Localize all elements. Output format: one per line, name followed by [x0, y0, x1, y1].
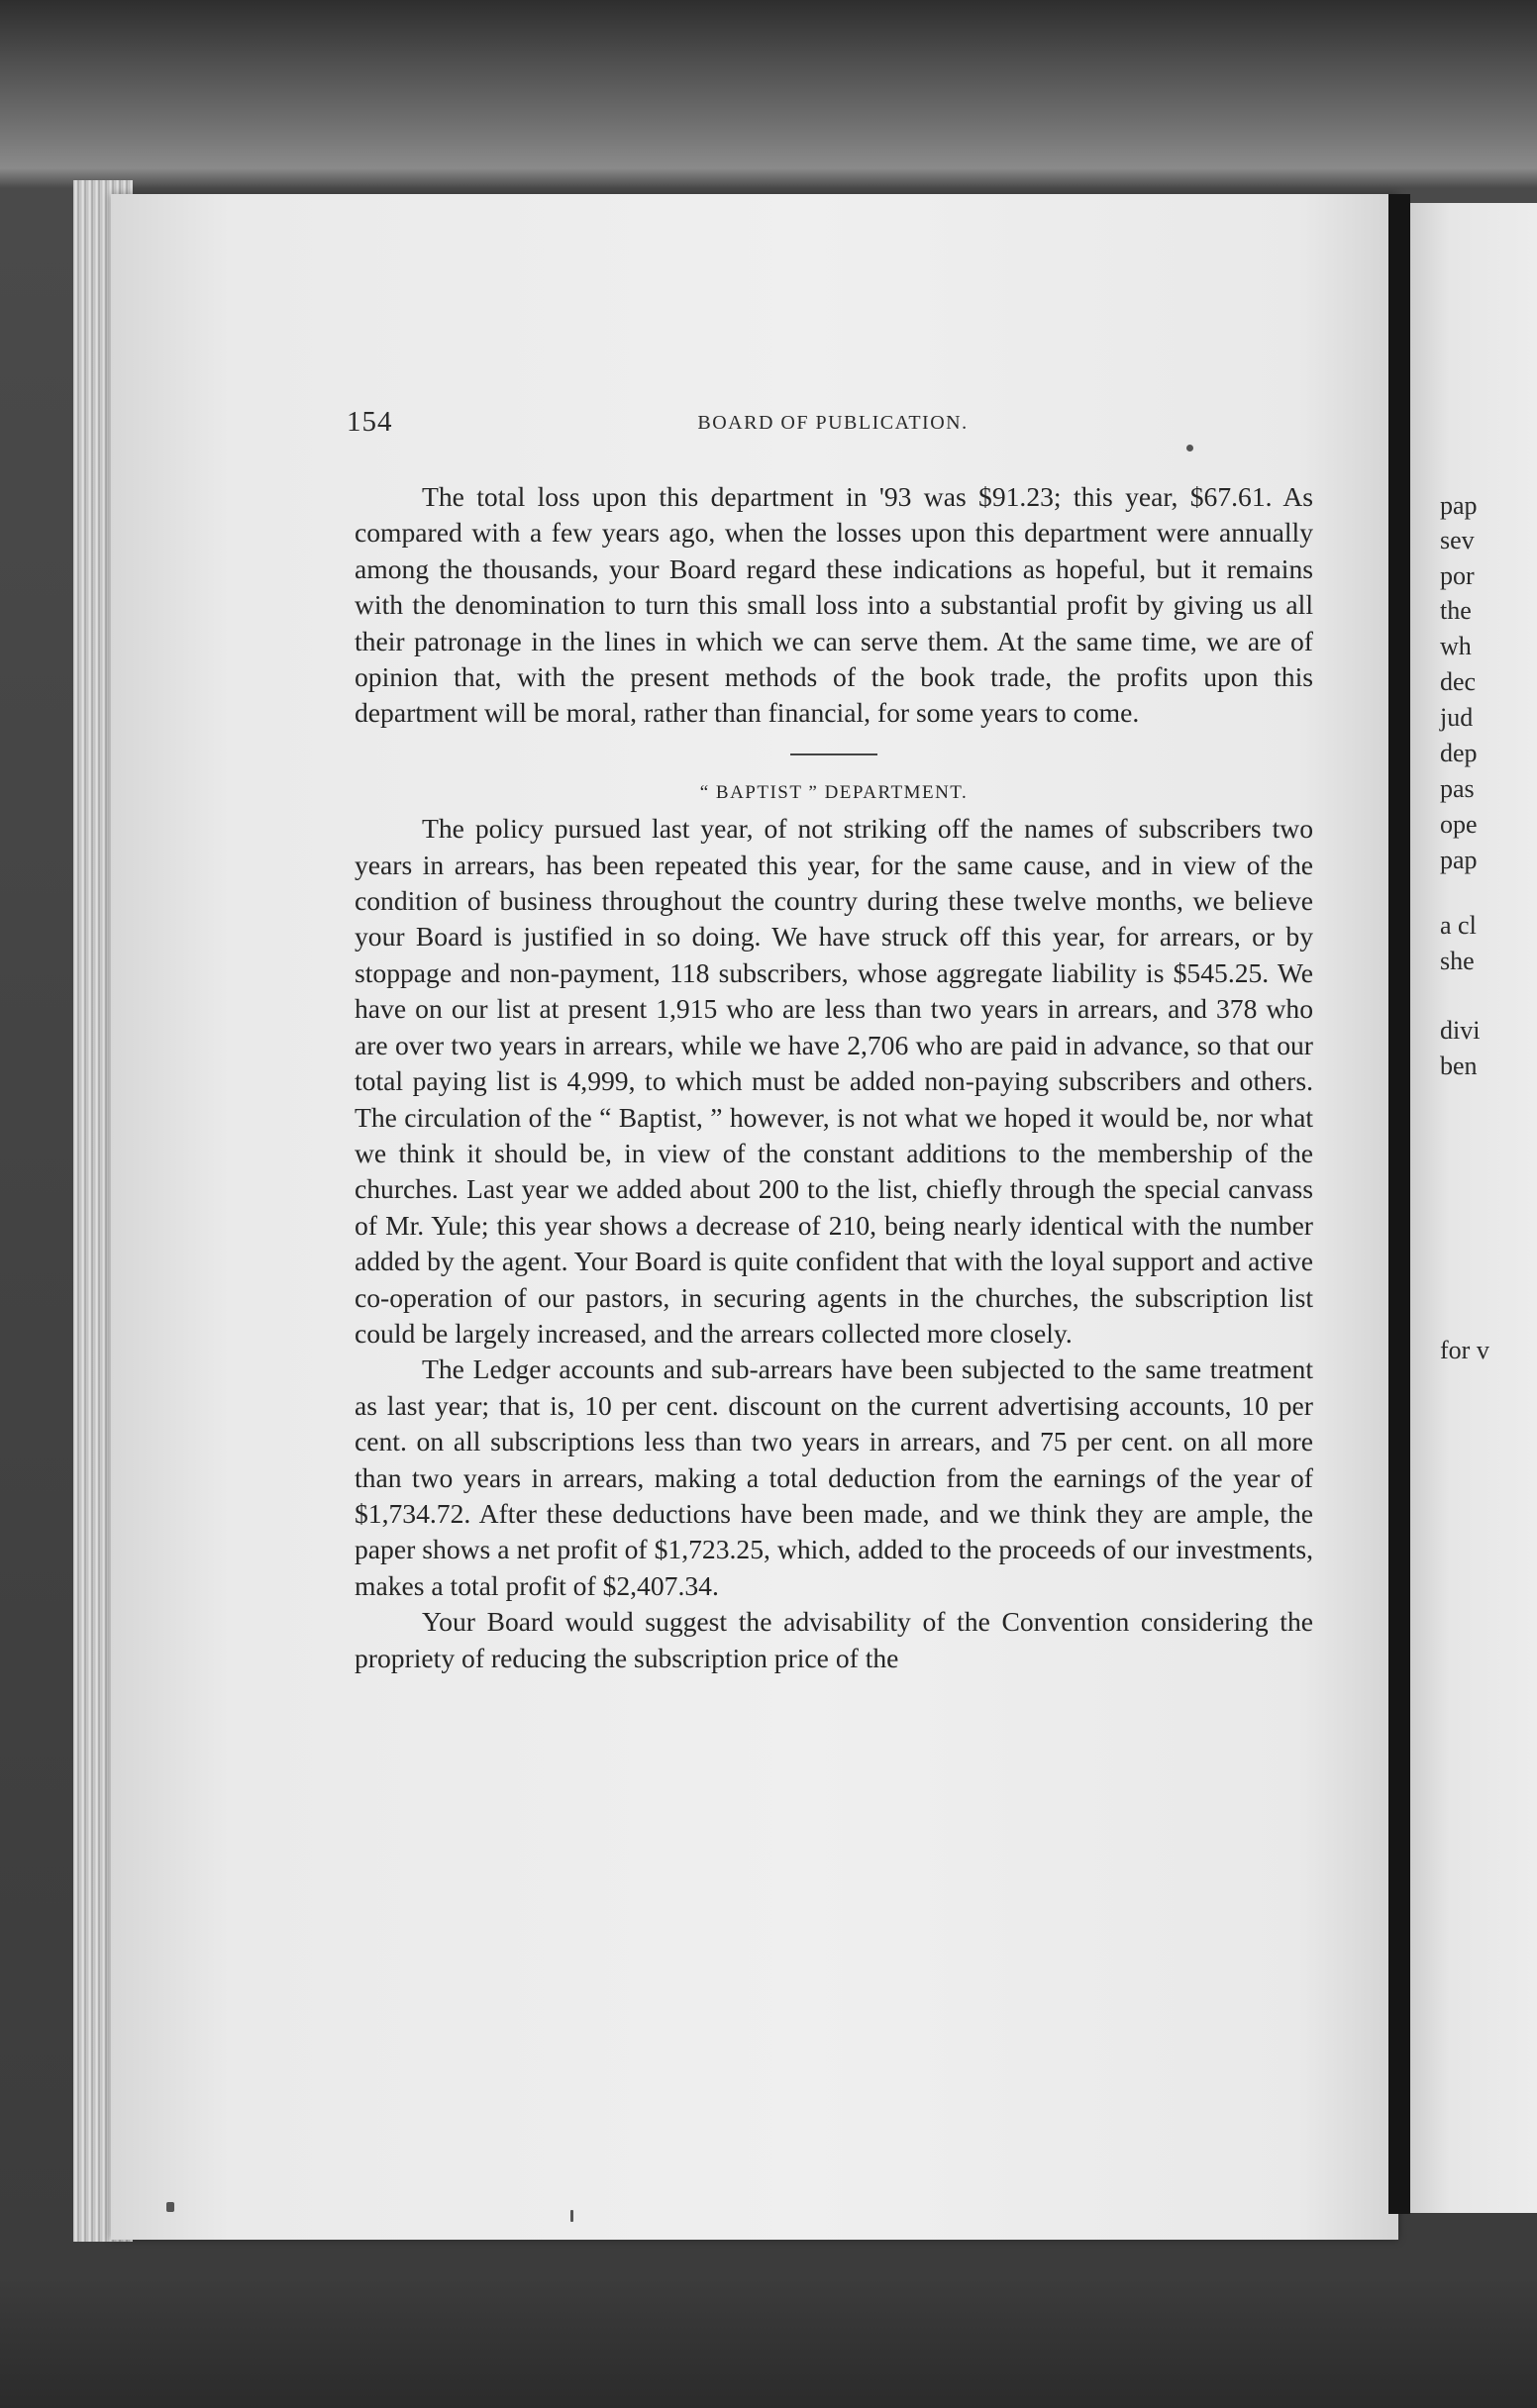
facing-page-fragment: for v	[1440, 1336, 1489, 1364]
facing-page-fragment: jud	[1440, 703, 1474, 732]
page-body	[355, 479, 1313, 1676]
running-head: BOARD OF PUBLICATION.	[697, 412, 969, 434]
page-header	[347, 406, 1319, 446]
facing-page-fragment: wh	[1440, 632, 1472, 660]
facing-page-fragment: a cl	[1440, 911, 1477, 940]
ink-speck	[1186, 445, 1193, 452]
facing-page-fragment: por	[1440, 561, 1475, 590]
facing-page-fragment: dep	[1440, 739, 1478, 767]
paragraph: The total loss upon this department in '93 was $91.23; this year, $67.61. As compared with a few years ago, when the losses upon this department were annually among the thousands, your Board regard these indications as hopeful, but it remains with the denomination to turn this small loss into a substantial profit by giving us all their patronage in the lines in which we can serve them. At the same time, we are of opinion that, with the present methods of the book trade, the profits upon this department will be moral, rather than financial, for some years to come.	[355, 481, 1313, 729]
facing-page-fragment: pas	[1440, 774, 1475, 803]
ink-speck	[166, 2202, 174, 2212]
paragraph: The Ledger accounts and sub-arrears have been subjected to the same treatment as last year; that is, 10 per cent. discount on the current advertising accounts, 10 per cent. on all subscriptions less than two years in arrears, and 75 per cent. on all more than two years in arrears, making a total deduction from the earnings of the year of $1,734.72. After these deductions have been made, and we think they are ample, the paper shows a net profit of $1,723.25, which, added to the proceeds of our investments, makes a total profit of $2,407.34.	[355, 1354, 1313, 1601]
facing-page-fragment: sev	[1440, 526, 1475, 554]
facing-page-fragment: she	[1440, 947, 1475, 975]
book-gutter	[1388, 194, 1410, 2214]
facing-page-fragment: divi	[1440, 1016, 1481, 1045]
facing-page	[1410, 203, 1537, 2213]
facing-page-fragment: dec	[1440, 667, 1477, 696]
page-number: 154	[347, 406, 393, 438]
section-heading: “ BAPTIST ” DEPARTMENT.	[699, 781, 969, 803]
facing-page-fragment: ope	[1440, 810, 1478, 839]
paragraph: Your Board would suggest the advisability of the Convention considering the propriety of reducing the subscription price of the	[355, 1606, 1313, 1673]
facing-page-fragment: ben	[1440, 1052, 1478, 1080]
paragraph: The policy pursued last year, of not striking off the names of subscribers two years in arrears, has been repeated this year, for the same cause, and in view of the condition of business throughout the country during these twelve months, we believe your Board is justified in so doing. We have struck off this year, for arrears, or by stoppage and non-payment, 118 subscribers, whose aggregate liability is $545.25. We have on our list at present 1,915 who are less than two years in arrears, and 378 who are over two years in arrears, while we have 2,706 who are paid in advance, so that our total paying list is 4,999, to which must be added non-paying subscribers and others. The circulation of the “ Baptist, ” however, is not what we hoped it would be, nor what we think it should be, in view of the constant additions to the membership of the churches. Last year we added about 200 to the list, chiefly through the special canvass of Mr. Yule; this year shows a decrease of 210, being nearly identical with the number added by the agent. Your Board is quite confident that with the loyal support and active co-operation of our pastors, in securing agents in the churches, the subscription list could be largely increased, and the arrears collected more closely.	[355, 813, 1313, 1349]
section-divider	[790, 753, 877, 755]
facing-page-fragment: the	[1440, 596, 1472, 625]
facing-page-fragment: pap	[1440, 846, 1478, 874]
ink-speck	[570, 2210, 573, 2222]
facing-page-fragment: pap	[1440, 491, 1478, 520]
